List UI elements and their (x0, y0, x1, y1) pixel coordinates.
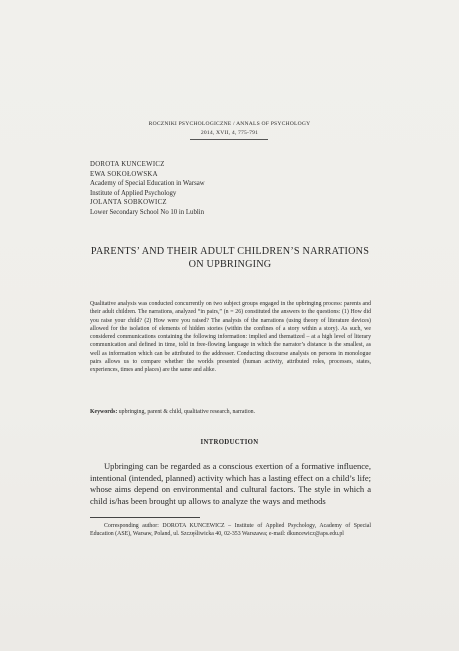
journal-divider (190, 139, 268, 140)
keywords-text: upbringing, parent & child, qualitative research, narration. (118, 409, 256, 415)
paper-title (60, 245, 400, 271)
paper-title-line: ON UPBRINGING (188, 259, 272, 270)
author-name: JOLANTA SOBKOWICZ (90, 199, 167, 207)
journal-volume-info: 2014, XVII, 4, 775-791 (200, 129, 259, 136)
journal-title: ROCZNIKI PSYCHOLOGICZNE / ANNALS OF PSYCHOLOGY (148, 121, 311, 127)
author-block (90, 160, 390, 218)
keywords-label: Keywords: (90, 409, 118, 415)
author-affiliation: Institute of Applied Psychology (90, 189, 177, 197)
keywords (90, 408, 371, 416)
journal-header (0, 120, 459, 137)
section-heading: INTRODUCTION (200, 439, 259, 446)
abstract: Qualitative analysis was conducted concurrently on two subject groups engaged in the upbringing process: parents and their adult children. The narrations, analyzed “in pairs,” (n = 26) constituted the answers to the questions: (1) How did you raise your child? (2) How were you raised? The analysis of the narrations (using theory of literature devices) allowed for the isolation of elements of hidden stories (within the confines of a story within a story). As such, we considered communications containing the following information: implied and thematized – at a high level of literary communication and defined in time, told in free-flowing language in which the narrator’s distance is the smallest, as well as information which can be attributed to the addresser. Conducting discourse analysis on persons in monologue pairs allows us to compare whether the worlds presented (human activity, attributed roles, processes, states, experiences, times and places) are the same and alike. (90, 301, 371, 373)
author-affiliation: Academy of Special Education in Warsaw (90, 180, 205, 188)
footnote-divider (90, 517, 200, 518)
author-name: EWA SOKOŁOWSKA (90, 170, 158, 178)
author-name: DOROTA KUNCEWICZ (90, 161, 165, 168)
footnote: Corresponding author: DOROTA KUNCEWICZ – Institute of Applied Psychology, Academy of Special Education (ASE), Warsaw, Poland, ul. Szczęśliwicka 40, 02-353 Warszawa; e-mail: dkuncewicz@aps.edu.pl (90, 523, 371, 538)
paper-title-line: PARENTS’ AND THEIR ADULT CHILDREN’S NARRATIONS (90, 246, 370, 257)
body-paragraph: Upbringing can be regarded as a conscious exertion of a formative influence, intentional (intended, planned) activity which has a lasting effect on a child’s life; whose aims depend on environmental and cultural factors. The style in which a child is/has been brought up allows to analyze the ways and methods (90, 461, 371, 506)
author-affiliation: Lower Secondary School No 10 in Lublin (90, 208, 205, 216)
